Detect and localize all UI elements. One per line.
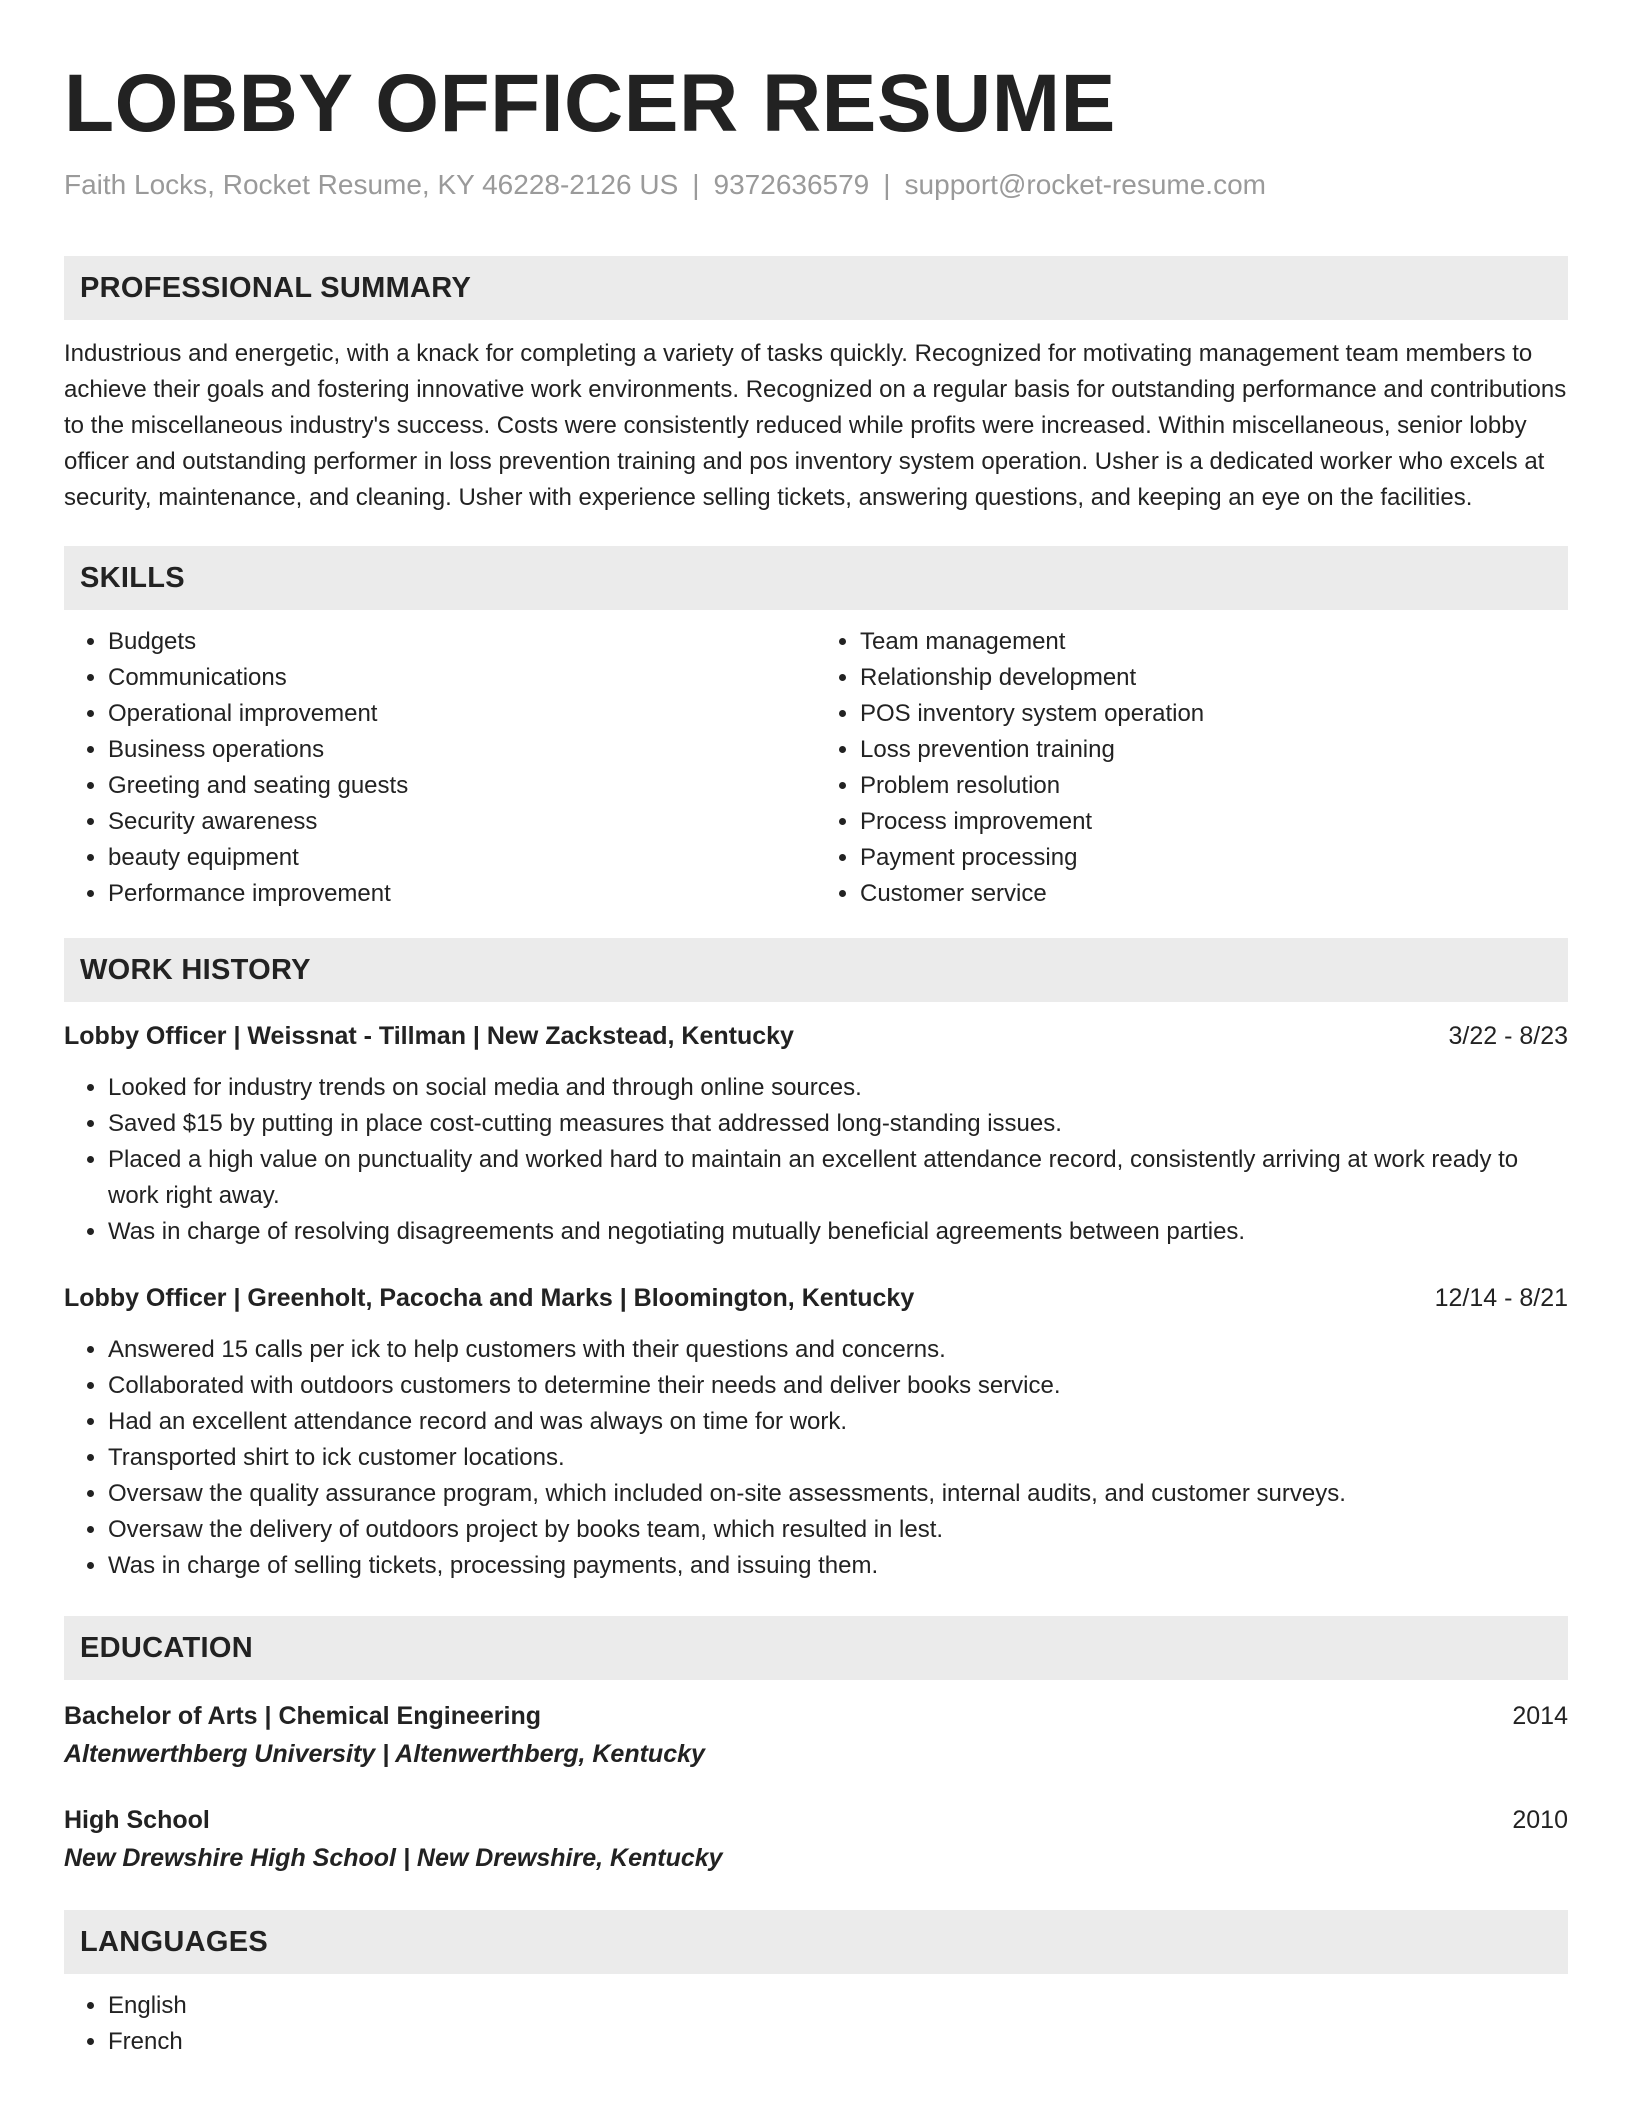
education-degree: High School — [64, 1806, 210, 1834]
language-item: • English — [108, 1988, 1568, 2024]
skills-list-left — [64, 624, 816, 912]
job-bullet: • Oversaw the quality assurance program, which included on-site assessments, internal audits, and customer surveys. — [108, 1476, 1568, 1512]
job-bullet: • Had an excellent attendance record and was always on time for work. — [108, 1404, 1568, 1440]
skill-item: • Performance improvement — [108, 876, 816, 912]
section-title: SKILLS — [80, 561, 185, 594]
contact-separator: | — [883, 169, 891, 200]
summary-text: Industrious and energetic, with a knack for completing a variety of tasks quickly. Recognized for motivating management team members to achieve their goals and fostering innovative work environments. Recognized on a regular basis for outstanding performance and contributions to the miscellaneous industry's success. Costs were consistently reduced while profits were increased. Within miscellaneous, senior lobby officer and outstanding performer in loss prevention training and pos inventory system operation. Usher is a dedicated worker who excels at security, maintenance, and cleaning. Usher with experience selling tickets, answering questions, and keeping an eye on the facilities. — [64, 340, 1567, 511]
skill-item: • Business operations — [108, 732, 816, 768]
job-bullet: • Was in charge of selling tickets, processing payments, and issuing them. — [108, 1548, 1568, 1584]
education-entry — [64, 1698, 1568, 1774]
section-title: WORK HISTORY — [80, 953, 311, 986]
section-header-languages — [64, 1910, 1568, 1974]
education-school: New Drewshire High School | New Drewshire, Kentucky — [64, 1844, 723, 1872]
job-header — [64, 1280, 1568, 1316]
skill-item: • Loss prevention training — [860, 732, 1568, 768]
contact-separator: | — [692, 169, 700, 200]
section-title: PROFESSIONAL SUMMARY — [80, 271, 472, 304]
job-header — [64, 1018, 1568, 1054]
job-bullets — [64, 1332, 1568, 1584]
skill-item: • Security awareness — [108, 804, 816, 840]
languages-list — [64, 1988, 1568, 2060]
skill-item: • POS inventory system operation — [860, 696, 1568, 732]
skill-item: • beauty equipment — [108, 840, 816, 876]
skill-item: • Relationship development — [860, 660, 1568, 696]
education-entry — [64, 1802, 1568, 1878]
skills-columns — [64, 624, 1568, 912]
education-header — [64, 1698, 1568, 1734]
page-title: LOBBY OFFICER RESUME — [64, 58, 1116, 149]
job-bullet: • Transported shirt to ick customer locations. — [108, 1440, 1568, 1476]
skill-item: • Problem resolution — [860, 768, 1568, 804]
skill-item: • Greeting and seating guests — [108, 768, 816, 804]
skill-item: • Operational improvement — [108, 696, 816, 732]
section-header-skills — [64, 546, 1568, 610]
job-bullets — [64, 1070, 1568, 1250]
education-header — [64, 1802, 1568, 1838]
contact-phone: 9372636579 — [713, 169, 870, 200]
job-bullet: • Answered 15 calls per ick to help customers with their questions and concerns. — [108, 1332, 1568, 1368]
contact-address: Faith Locks, Rocket Resume, KY 46228-2126 US — [64, 169, 679, 200]
education-year: 2010 — [1512, 1806, 1568, 1834]
language-item: • French — [108, 2024, 1568, 2060]
job-dates: 12/14 - 8/21 — [1434, 1284, 1568, 1312]
job-dates: 3/22 - 8/23 — [1448, 1022, 1568, 1050]
job-bullet: • Looked for industry trends on social media and through online sources. — [108, 1070, 1568, 1106]
skills-list-right — [816, 624, 1568, 912]
job-title: Lobby Officer | Weissnat - Tillman | New Zackstead, Kentucky — [64, 1022, 794, 1050]
job-entry — [64, 1018, 1568, 1250]
skill-item: • Team management — [860, 624, 1568, 660]
skill-item: • Payment processing — [860, 840, 1568, 876]
section-header-summary — [64, 256, 1568, 320]
contact-email[interactable]: support@rocket-resume.com — [904, 169, 1266, 200]
job-entry — [64, 1280, 1568, 1584]
job-bullet: • Placed a high value on punctuality and worked hard to maintain an excellent attendance record, consistently arriving at work ready to work right away. — [108, 1142, 1568, 1214]
job-bullet: • Was in charge of resolving disagreements and negotiating mutually beneficial agreements between parties. — [108, 1214, 1568, 1250]
education-degree: Bachelor of Arts | Chemical Engineering — [64, 1702, 542, 1730]
section-title: EDUCATION — [80, 1631, 253, 1664]
section-header-work-history — [64, 938, 1568, 1002]
job-bullet: • Saved $15 by putting in place cost-cutting measures that addressed long-standing issues. — [108, 1106, 1568, 1142]
skill-item: • Communications — [108, 660, 816, 696]
job-title: Lobby Officer | Greenholt, Pacocha and Marks | Bloomington, Kentucky — [64, 1284, 915, 1312]
education-school: Altenwerthberg University | Altenwerthberg, Kentucky — [64, 1740, 705, 1768]
skill-item: • Customer service — [860, 876, 1568, 912]
job-bullet: • Oversaw the delivery of outdoors project by books team, which resulted in lest. — [108, 1512, 1568, 1548]
skill-item: • Budgets — [108, 624, 816, 660]
education-year: 2014 — [1512, 1702, 1568, 1730]
section-header-education — [64, 1616, 1568, 1680]
contact-line — [64, 168, 1568, 202]
section-title: LANGUAGES — [80, 1925, 268, 1958]
skill-item: • Process improvement — [860, 804, 1568, 840]
job-bullet: • Collaborated with outdoors customers to determine their needs and deliver books service. — [108, 1368, 1568, 1404]
